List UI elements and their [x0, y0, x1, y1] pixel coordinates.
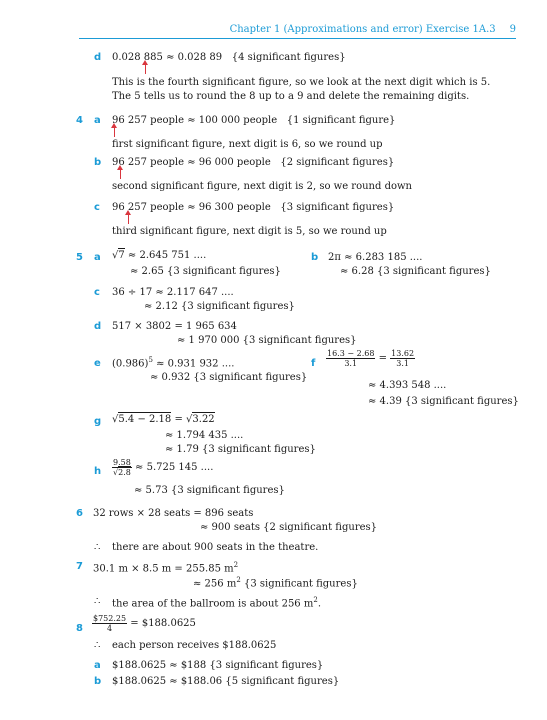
q5g-line-2: ≈ 1.794 435 .... [165, 430, 244, 441]
q5c-line-2: ≈ 2.12 {3 significant figures} [144, 301, 295, 312]
red-arrow-icon [120, 169, 121, 179]
q4a-expression: 96 257 people ≈ 100 000 people {1 significant figure} [112, 115, 396, 126]
part-label-b: b [94, 676, 102, 687]
part-label-g: g [94, 416, 102, 427]
red-arrow-icon [128, 214, 129, 224]
part-label-a: a [94, 660, 101, 671]
page-header [0, 24, 516, 35]
part-label-c: c [94, 287, 100, 298]
part-label-b: b [94, 157, 102, 168]
q5e-line-1: $(0.986)^5 \approx 0.931$ 932 .... [112, 356, 235, 370]
part-label-d: d [94, 321, 102, 332]
part-label-d: d [94, 52, 102, 63]
q5b-line-2: ≈ 6.28 {3 significant figures} [340, 266, 491, 277]
q4b-expression: 96 257 people ≈ 96 000 people {2 significant figures} [112, 157, 395, 168]
q4c-explanation: third significant figure, next digit is 5, so we round up [112, 226, 387, 237]
q7-line-2: ≈ 256 $m^2$ {3 significant figures} [193, 576, 358, 590]
q5e-line-2: ≈ 0.932 {3 significant figures} [150, 372, 308, 383]
q7-line-1: 30.1 m × 8.5 m = 255.85 $m^2$ [93, 561, 239, 575]
red-arrow-icon [145, 64, 146, 74]
question-number-6: 6 [76, 508, 83, 519]
q5g-line-3: ≈ 1.79 {3 significant figures} [165, 444, 316, 455]
header-rule [79, 38, 516, 39]
q6-conclusion: there are about 900 seats in the theatre. [112, 542, 319, 553]
part-label-e: e [94, 358, 101, 369]
q4d-expression: 0.028 885 ≈ 0.028 89 {4 significant figures} [112, 52, 346, 63]
q7-conclusion: the area of the ballroom is about 256 $m^2$. [112, 596, 321, 610]
chapter-title: Chapter 1 (Approximations and error) Exercise 1A.3 [229, 24, 496, 35]
q5c-line-1: 36 ÷ 17 ≈ 2.117 647 .... [112, 287, 234, 298]
q4d-explanation-2: The 5 tells us to round the 8 up to a 9 and delete the remaining digits. [112, 91, 470, 102]
question-number-7: 7 [76, 561, 83, 572]
question-number-4: 4 [76, 115, 83, 126]
therefore-symbol: ∴ [94, 596, 101, 607]
q4d-explanation-1: This is the fourth significant figure, so we look at the next digit which is 5. [112, 77, 491, 88]
red-arrow-icon [114, 127, 115, 137]
q4c-expression: 96 257 people ≈ 96 300 people {3 significant figures} [112, 202, 395, 213]
q4b-explanation: second significant figure, next digit is 2, so we round down [112, 181, 412, 192]
q5f-line-3: ≈ 4.39 {3 significant figures} [368, 396, 519, 407]
part-label-a: a [94, 115, 101, 126]
q8-conclusion: each person receives $188.0625 [112, 640, 277, 651]
q8a-text: $188.0625 ≈ $188 {3 significant figures} [112, 660, 324, 671]
q4a-explanation: first significant figure, next digit is 6, so we round up [112, 139, 383, 150]
therefore-symbol: ∴ [94, 542, 101, 553]
q5h-line-1: $\frac{9.58}{√2.8}$ ≈ 5.725 145 .... [113, 458, 214, 477]
question-number-5: 5 [76, 252, 83, 263]
q5d-line-2: ≈ 1 970 000 {3 significant figures} [177, 335, 357, 346]
q5a-line-2: ≈ 2.65 {3 significant figures} [130, 266, 281, 277]
part-label-c: c [94, 202, 100, 213]
part-label-h: h [94, 466, 102, 477]
question-number-8: 8 [76, 623, 83, 634]
therefore-symbol: ∴ [94, 640, 101, 651]
q5f-line-2: ≈ 4.393 548 .... [368, 380, 447, 391]
q5f-line-1: $\frac{16.3 - 2.68}{3.1}$ = $\frac{13.62}{3.1}$ [327, 349, 415, 368]
q5d-line-1: 517 × 3802 = 1 965 634 [112, 321, 237, 332]
q5a-line-1: √7 ≈ 2.645 751 .... [112, 250, 207, 261]
part-label-f: f [311, 358, 316, 369]
q5b-line-1: 2π ≈ 6.283 185 .... [328, 252, 423, 263]
page-number: 9 [509, 24, 516, 35]
q8-line-1: $\frac{\$752.25}{4}$ = $188.0625 [93, 614, 196, 633]
part-label-b: b [311, 252, 319, 263]
q8b-text: $188.0625 ≈ $188.06 {5 significant figures} [112, 676, 340, 687]
q6-line-2: ≈ 900 seats {2 significant figures} [200, 522, 378, 533]
q5g-line-1: √5.4 − 2.18 = √3.22 [112, 414, 215, 425]
q6-line-1: 32 rows × 28 seats = 896 seats [93, 508, 254, 519]
part-label-a: a [94, 252, 101, 263]
q5h-line-2: ≈ 5.73 {3 significant figures} [134, 485, 285, 496]
